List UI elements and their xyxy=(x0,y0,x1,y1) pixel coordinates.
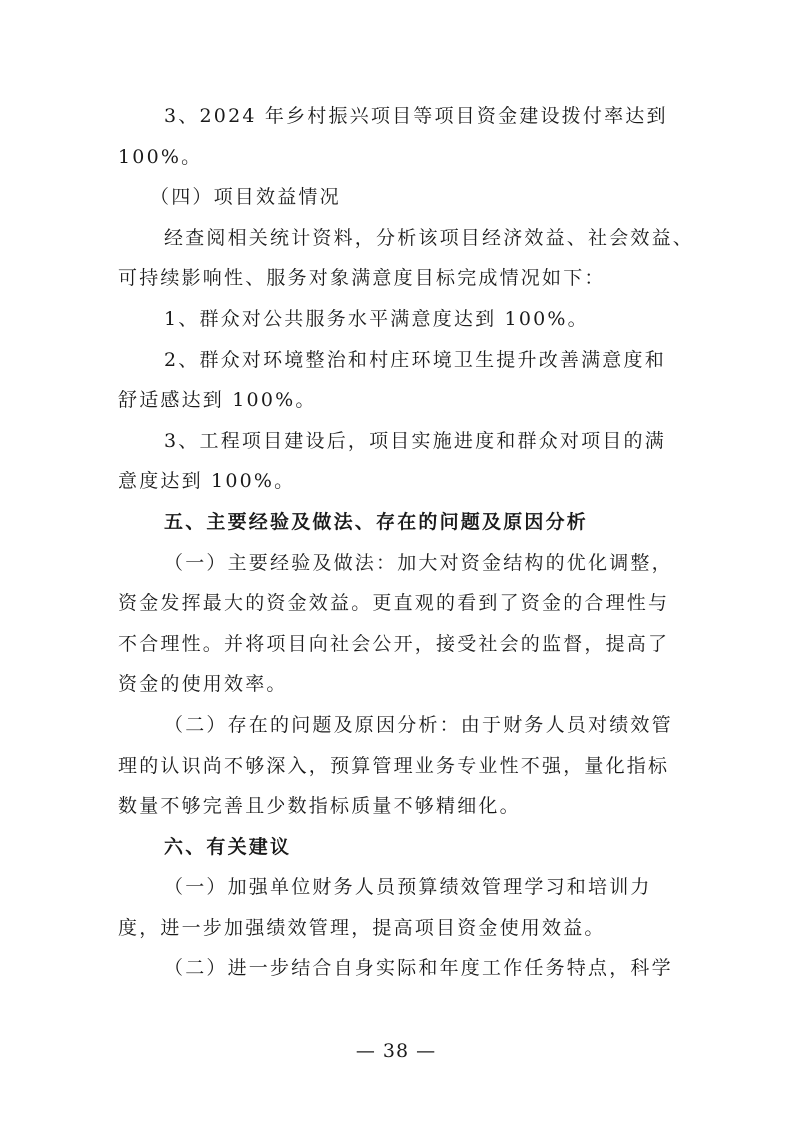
paragraph-line: （一）主要经验及做法：加大对资金结构的优化调整， xyxy=(164,551,673,574)
paragraph-line: 理的认识尚不够深入，预算管理业务专业性不强，量化指标 xyxy=(118,754,670,777)
document-body xyxy=(118,96,695,989)
paragraph-line: 3、工程项目建设后，项目实施进度和群众对项目的满 xyxy=(164,429,666,452)
paragraph-line: 可持续影响性、服务对象满意度目标完成情况如下： xyxy=(118,267,606,290)
paragraph-line: （一）加强单位财务人员预算绩效管理学习和培训力 xyxy=(164,876,652,899)
paragraph-line: 资金的使用效率。 xyxy=(118,673,288,696)
paragraph-line: 资金发挥最大的资金效益。更直观的看到了资金的合理性与 xyxy=(118,592,670,615)
paragraph-line: 度，进一步加强绩效管理，提高项目资金使用效益。 xyxy=(118,916,606,939)
paragraph-line: 数量不够完善且少数指标质量不够精细化。 xyxy=(118,795,521,818)
chapter-heading: 六、有关建议 xyxy=(164,835,292,858)
paragraph-line: 2、群众对环境整治和村庄环境卫生提升改善满意度和 xyxy=(164,348,666,371)
page-number: — 38 — xyxy=(355,1040,437,1062)
paragraph-line: 意度达到 100%。 xyxy=(118,470,296,493)
paragraph-line: 3、2024 年乡村振兴项目等项目资金建设拨付率达到 xyxy=(164,105,668,127)
paragraph-line: （二）进一步结合自身实际和年度工作任务特点，科学 xyxy=(164,957,673,980)
paragraph-line: 舒适感达到 100%。 xyxy=(118,389,317,412)
paragraph-line: 1、群众对公共服务水平满意度达到 100%。 xyxy=(164,307,589,330)
paragraph-line: 不合理性。并将项目向社会公开，接受社会的监督，提高了 xyxy=(118,632,670,655)
paragraph-line: 100%。 xyxy=(118,145,203,168)
chapter-heading: 五、主要经验及做法、存在的问题及原因分析 xyxy=(164,510,589,533)
paragraph-line: 经查阅相关统计资料，分析该项目经济效益、社会效益、 xyxy=(164,226,695,249)
paragraph-line: （二）存在的问题及原因分析：由于财务人员对绩效管 xyxy=(164,713,673,736)
section-heading: （四）项目效益情况 xyxy=(150,186,341,209)
